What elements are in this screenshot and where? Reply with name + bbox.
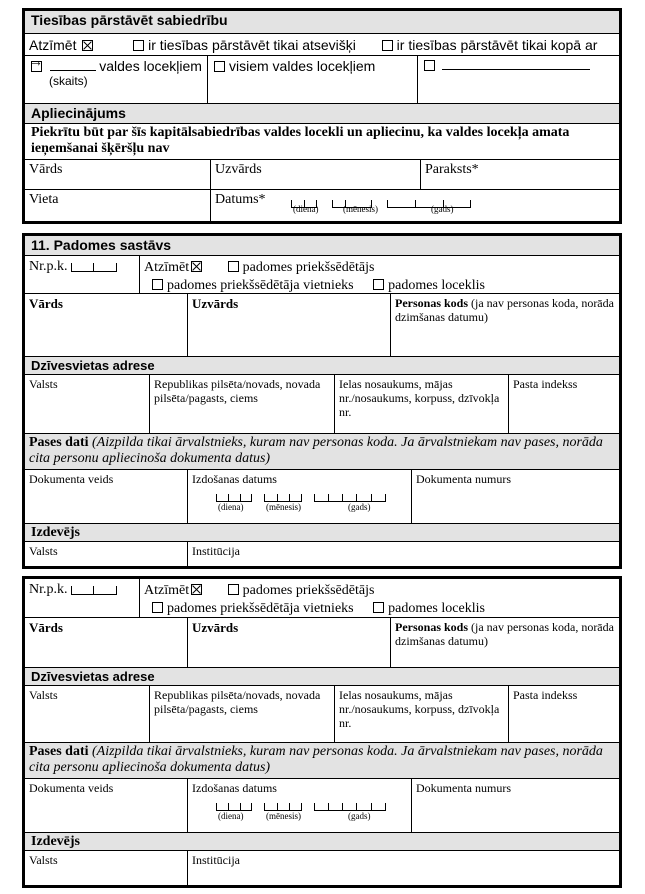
city-field[interactable] — [149, 375, 334, 433]
street-field[interactable] — [334, 375, 508, 433]
address-row — [25, 374, 619, 433]
role-row — [25, 255, 619, 293]
postal-field[interactable] — [508, 686, 619, 742]
issuer-country-label: Valsts — [29, 853, 58, 867]
issuer-title: Izdevējs — [31, 525, 80, 540]
name-row — [25, 293, 619, 356]
institution-label: Institūcija — [192, 853, 240, 867]
id-code-note: (ja nav personas koda, norāda dzimšanas datumu) — [395, 620, 614, 648]
day-caption: (diena) — [293, 204, 319, 214]
street-label: Ielas nosaukums, mājas nr./nosaukums, korpuss, dzīvokļa nr. — [339, 688, 500, 730]
issuer-country-field[interactable] — [25, 542, 187, 566]
place-label: Vieta — [29, 192, 59, 207]
month-caption: (mēnesis) — [343, 204, 378, 214]
doc-type-label: Dokumenta veids — [29, 781, 114, 795]
count-caption: (skaits) — [49, 74, 88, 88]
passport-note: (Aizpilda tikai ārvalstnieks, kuram nav personas koda. Ja ārvalstniekam nav pases, norāda cita personu apliecinoša dokumenta datus) — [29, 744, 603, 775]
first-name-label: Vārds — [29, 620, 63, 635]
role-row — [25, 579, 619, 617]
month-caption: (mēnesis) — [266, 811, 301, 821]
attest-header — [25, 103, 619, 123]
passport-title: Pases dati — [29, 435, 89, 450]
rights-count-row — [25, 55, 619, 103]
attest-title: Apliecinājums — [31, 105, 126, 121]
last-name-label: Uzvārds — [192, 296, 239, 311]
chair-checkbox[interactable] — [228, 584, 239, 595]
year-caption: (gads) — [431, 204, 454, 214]
year-caption: (gads) — [348, 811, 371, 821]
issuer-header — [25, 832, 619, 850]
other-checkbox[interactable] — [424, 60, 435, 71]
last-name-label: Uzvārds — [215, 162, 262, 177]
day-caption: (diena) — [218, 811, 244, 821]
member-label: padomes loceklis — [388, 278, 485, 293]
first-name-field[interactable] — [25, 618, 187, 667]
deputy-label: padomes priekšsēdētāja vietnieks — [167, 601, 354, 616]
mark-label: Atzīmēt — [144, 260, 190, 275]
issue-date-field[interactable] — [187, 779, 411, 832]
all-members-label: visiem valdes locekļiem — [229, 58, 376, 74]
chair-checkbox[interactable] — [228, 261, 239, 272]
rights-title: Tiesības pārstāvēt sabiedrību — [31, 12, 228, 28]
id-code-field[interactable] — [390, 294, 619, 356]
other-input[interactable] — [442, 69, 590, 70]
last-name-field[interactable] — [187, 294, 390, 356]
signature-label: Paraksts* — [425, 162, 479, 177]
chair-label: padomes priekšsēdētājs — [242, 583, 375, 598]
deputy-checkbox[interactable] — [152, 279, 163, 290]
issue-date-field[interactable] — [187, 470, 411, 523]
id-code-label: Personas kods — [395, 620, 469, 634]
passport-header — [25, 742, 619, 778]
issuer-row — [25, 541, 619, 566]
rights-header — [25, 11, 619, 33]
signature-field[interactable] — [420, 160, 619, 189]
institution-field[interactable] — [187, 851, 619, 885]
doc-number-label: Dokumenta numurs — [416, 472, 511, 486]
country-label: Valsts — [29, 377, 58, 391]
last-name-field[interactable] — [210, 160, 420, 189]
city-field[interactable] — [149, 686, 334, 742]
issuer-row — [25, 850, 619, 885]
month-caption: (mēnesis) — [266, 502, 301, 512]
attest-statement: Piekrītu būt par šīs kapitālsabiedrības valdes locekli un apliecinu, ka valdes locekļa amata ieņemšanai šķēršļu nav — [31, 125, 570, 156]
member-checkbox[interactable] — [373, 279, 384, 290]
together-label: ir tiesības pārstāvēt tikai kopā ar → — [29, 37, 598, 69]
street-label: Ielas nosaukums, mājas nr./nosaukums, korpuss, dzīvokļa nr. — [339, 377, 500, 419]
doc-type-label: Dokumenta veids — [29, 472, 114, 486]
mark-checkbox[interactable] — [191, 584, 202, 595]
all-members-checkbox[interactable] — [214, 61, 225, 72]
id-code-label: Personas kods — [395, 296, 469, 310]
board-title: 11. Padomes sastāvs — [31, 237, 172, 253]
issue-date-label: Izdošanas datums — [192, 472, 277, 486]
place-field[interactable] — [25, 190, 210, 221]
name-row — [25, 617, 619, 667]
nr-label: Nr.p.k. — [29, 582, 68, 597]
issuer-country-label: Valsts — [29, 544, 58, 558]
day-caption: (diena) — [218, 502, 244, 512]
member-label: padomes loceklis — [388, 601, 485, 616]
doc-number-field[interactable] — [411, 779, 619, 832]
board-header — [25, 236, 619, 255]
address-header — [25, 667, 619, 685]
address-header — [25, 356, 619, 374]
attest-place-row — [25, 189, 619, 221]
attest-name-row — [25, 159, 619, 189]
deputy-label: padomes priekšsēdētāja vietnieks — [167, 278, 354, 293]
count-checkbox[interactable] — [31, 61, 42, 72]
deputy-checkbox[interactable] — [152, 602, 163, 613]
doc-type-field[interactable] — [25, 779, 187, 832]
country-field[interactable] — [25, 686, 149, 742]
city-label: Republikas pilsēta/novads, novada pilsēta/pagasts, ciems — [154, 377, 321, 405]
id-code-note: (ja nav personas koda, norāda dzimšanas datumu) — [395, 296, 614, 324]
year-caption: (gads) — [348, 502, 371, 512]
last-name-field[interactable] — [187, 618, 390, 667]
count-suffix: valdes locekļiem — [99, 58, 202, 74]
postal-label: Pasta indekss — [513, 377, 578, 391]
representation-section — [22, 8, 622, 224]
nr-label: Nr.p.k. — [29, 259, 68, 274]
chair-label: padomes priekšsēdētājs — [242, 260, 375, 275]
institution-field[interactable] — [187, 542, 619, 566]
doc-number-label: Dokumenta numurs — [416, 781, 511, 795]
mark-checkbox[interactable] — [191, 261, 202, 272]
issue-date-label: Izdošanas datums — [192, 781, 277, 795]
postal-field[interactable] — [508, 375, 619, 433]
city-label: Republikas pilsēta/novads, novada pilsēta/pagasts, ciems — [154, 688, 321, 716]
first-name-field[interactable] — [25, 160, 210, 189]
individual-label: ir tiesības pārstāvēt tikai atsevišķi — [148, 37, 356, 53]
passport-title: Pases dati — [29, 744, 89, 759]
count-input[interactable] — [50, 70, 96, 71]
mark-checkbox[interactable] — [82, 40, 93, 51]
document-row — [25, 469, 619, 523]
address-row — [25, 685, 619, 742]
doc-number-field[interactable] — [411, 470, 619, 523]
passport-note: (Aizpilda tikai ārvalstnieks, kuram nav personas koda. Ja ārvalstniekam nav pases, norāda cita personu apliecinoša dokumenta datus) — [29, 435, 603, 466]
first-name-label: Vārds — [29, 162, 63, 177]
date-field[interactable] — [210, 190, 619, 221]
country-label: Valsts — [29, 688, 58, 702]
document-row — [25, 778, 619, 832]
board-member-1 — [22, 233, 622, 569]
member-checkbox[interactable] — [373, 602, 384, 613]
last-name-label: Uzvārds — [192, 620, 239, 635]
doc-type-field[interactable] — [25, 470, 187, 523]
mark-label: Atzīmēt — [144, 583, 190, 598]
issuer-country-field[interactable] — [25, 851, 187, 885]
id-code-field[interactable] — [390, 618, 619, 667]
address-title: Dzīvesvietas adrese — [31, 669, 155, 684]
institution-label: Institūcija — [192, 544, 240, 558]
passport-header — [25, 433, 619, 469]
street-field[interactable] — [334, 686, 508, 742]
mark-label: Atzīmēt — [29, 37, 77, 53]
individual-checkbox[interactable] — [133, 40, 144, 51]
date-label: Datums* — [215, 192, 266, 207]
postal-label: Pasta indekss — [513, 688, 578, 702]
issuer-title: Izdevējs — [31, 834, 80, 849]
attest-statement-row — [25, 123, 619, 159]
first-name-field[interactable] — [25, 294, 187, 356]
together-checkbox[interactable] — [382, 40, 393, 51]
address-title: Dzīvesvietas adrese — [31, 358, 155, 373]
first-name-label: Vārds — [29, 296, 63, 311]
country-field[interactable] — [25, 375, 149, 433]
nr-input[interactable] — [71, 261, 117, 272]
board-member-2 — [22, 576, 622, 888]
nr-input[interactable] — [71, 584, 117, 595]
issuer-header — [25, 523, 619, 541]
